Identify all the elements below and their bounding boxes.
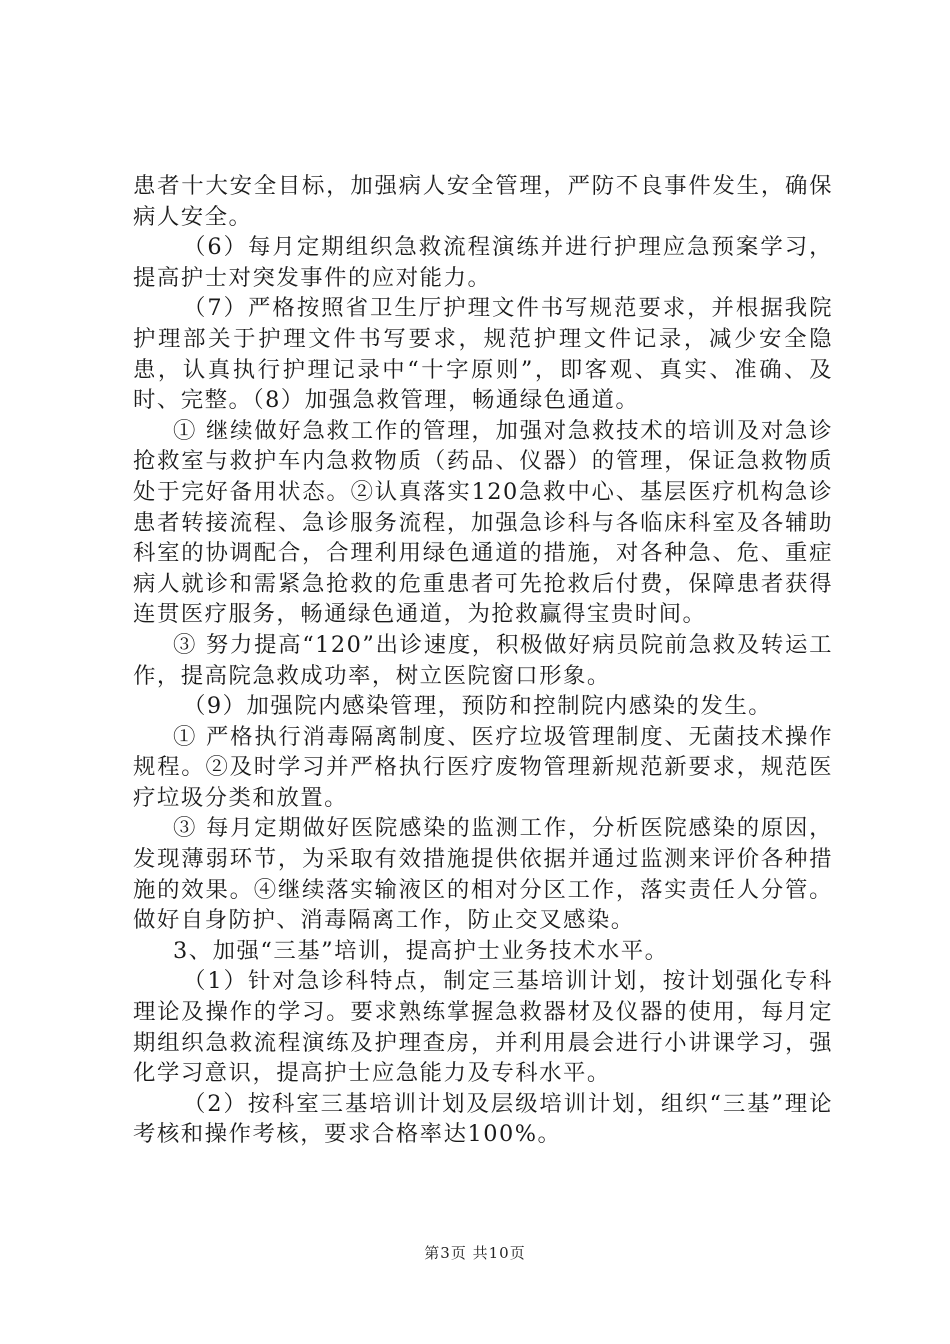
paragraph-infection-monitoring: ③ 每月定期做好医院感染的监测工作，分析医院感染的原因，发现薄弱环节，为采取有效措施提供依据并通过监测来评价各种措施的效果。④继续落实输液区的相对分区工作，落实责任人分管。做好自身防护、消毒隔离工作，防止交叉感染。 (133, 815, 833, 934)
paragraph-item-7: （7）严格按照省卫生厅护理文件书写规范要求，并根据我院护理部关于护理文件书写要求，规范护理文件记录，减少安全隐患，认真执行护理记录中“十字原则”，即客观、真实、准确、及时、完整。（8）加强急救管理，畅通绿色通道。 (133, 295, 833, 414)
page-number-footer: 第3页 共10页 (424, 1244, 526, 1262)
paragraph-continuation: 患者十大安全目标，加强病人安全管理，严防不良事件发生，确保病人安全。 (133, 173, 833, 230)
paragraph-item-6: （6）每月定期组织急救流程演练并进行护理应急预案学习，提高护士对突发事件的应对能力。 (133, 234, 833, 291)
paragraph-training-2: （2）按科室三基培训计划及层级培训计划，组织“三基”理论考核和操作考核，要求合格率达100%。 (133, 1090, 833, 1148)
paragraph-training-1: （1）针对急诊科特点，制定三基培训计划，按计划强化专科理论及操作的学习。要求熟练掌握急救器材及仪器的使用，每月定期组织急救流程演练及护理查房，并利用晨会进行小讲课学习，强化学习意识，提高护士应急能力及专科水平。 (133, 968, 833, 1087)
paragraph-outcall-speed: ③ 努力提高“120”出诊速度，积极做好病员院前急救及转运工作，提高院急救成功率，树立医院窗口形象。 (133, 631, 833, 689)
section-heading-training: 3、加强“三基”培训，提高护士业务技术水平。 (173, 937, 669, 964)
document-body (133, 171, 833, 1150)
paragraph-item-9: （9）加强院内感染管理，预防和控制院内感染的发生。 (183, 693, 773, 720)
paragraph-disinfection: ① 严格执行消毒隔离制度、医疗垃圾管理制度、无菌技术操作规程。②及时学习并严格执行医疗废物管理新规范新要求，规范医疗垃圾分类和放置。 (133, 723, 833, 811)
paragraph-emergency-management: ① 继续做好急救工作的管理，加强对急救技术的培训及对急诊抢救室与救护车内急救物质（药品、仪器）的管理，保证急救物质处于完好备用状态。②认真落实120急救中心、基层医疗机构急诊患者转接流程、急诊服务流程，加强急诊科与各临床科室及各辅助科室的协调配合，合理利用绿色通道的措施，对各种急、危、重症病人就诊和需紧急抢救的危重患者可先抢救后付费，保障患者获得连贯医疗服务，畅通绿色通道，为抢救赢得宝贵时间。 (133, 417, 833, 628)
